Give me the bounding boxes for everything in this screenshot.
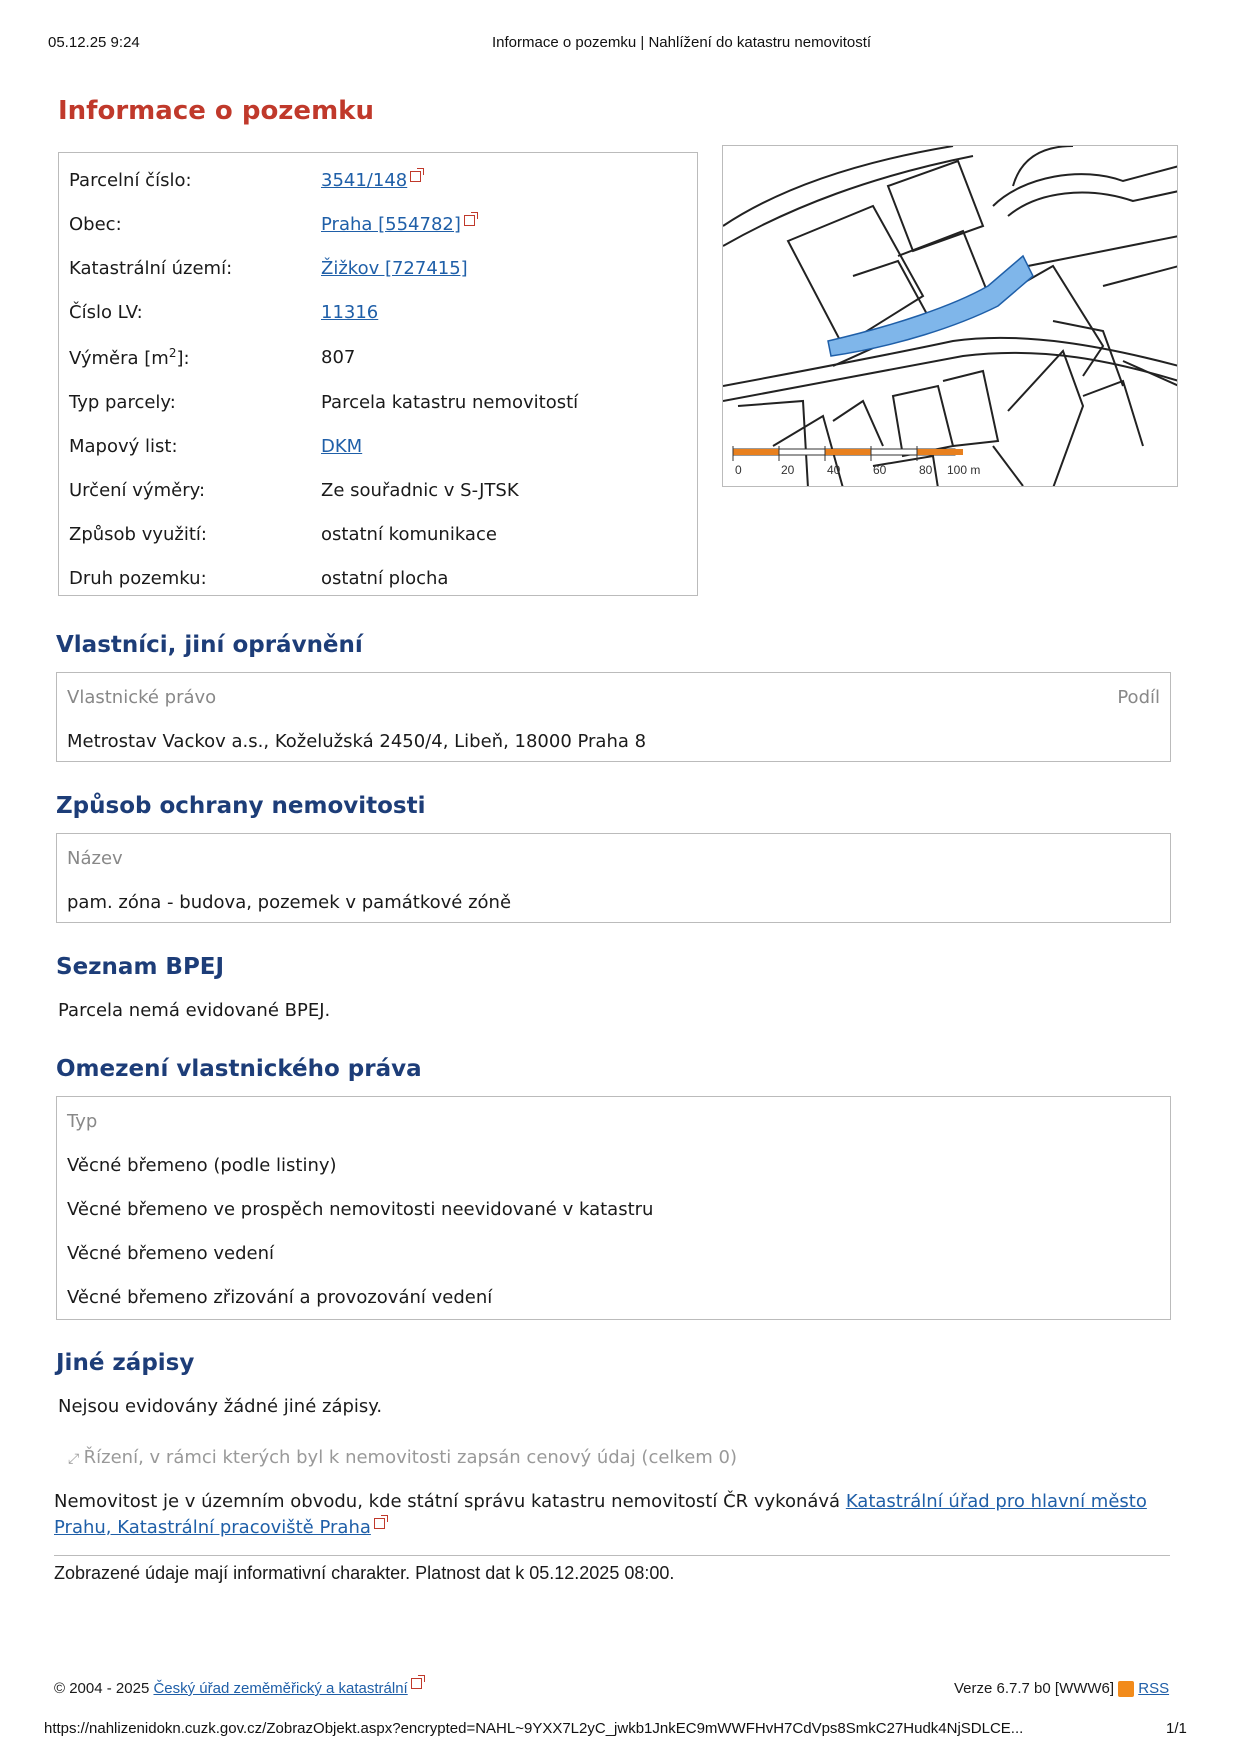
scale-label: 20 — [781, 463, 795, 477]
bpej-text: Parcela nemá evidované BPEJ. — [58, 1000, 331, 1021]
protection-heading: Způsob ochrany nemovitosti — [56, 793, 426, 819]
bpej-heading: Seznam BPEJ — [56, 954, 225, 980]
info-label: Obec: — [69, 213, 122, 235]
cadastral-map[interactable] — [722, 145, 1178, 487]
info-label: Druh pozemku: — [69, 567, 207, 589]
scale-label: 100 m — [947, 463, 981, 477]
scale-label: 40 — [827, 463, 841, 477]
version-text: Verze 6.7.7 b0 [WWW6] — [954, 1680, 1115, 1697]
info-row-usage — [69, 519, 497, 549]
print-url: https://nahlizenidokn.cuzk.gov.cz/ZobrazObjekt.aspx?encrypted=NAHL~9YXX7L2yC_jwkb1JnkEC9mWWFHvH7CdVps8SmkC27Hudk4NjSDLCE... — [44, 1720, 1024, 1737]
area-determination-value: Ze souřadnic v S-JTSK — [321, 479, 519, 501]
info-row-parcel-type — [69, 387, 578, 417]
info-row-parcel-number — [69, 165, 421, 195]
restriction-row: Věcné břemeno ve prospěch nemovitosti neevidované v katastru — [67, 1199, 654, 1220]
org-link[interactable]: Český úřad zeměměřický a katastrální — [153, 1680, 408, 1697]
restrictions-col-type: Typ — [67, 1111, 98, 1132]
scale-label: 60 — [873, 463, 887, 477]
land-type-value: ostatní plocha — [321, 567, 449, 589]
expand-icon: ⤢ — [68, 1451, 84, 1467]
info-row-lv-number — [69, 297, 378, 327]
owners-col-share: Podíl — [1117, 687, 1160, 708]
map-drawing — [723, 146, 1178, 487]
disclaimer: Zobrazené údaje mají informativní charakter. Platnost dat k 05.12.2025 08:00. — [54, 1563, 675, 1583]
info-row-cadastral-area — [69, 253, 468, 283]
info-label: Parcelní číslo: — [69, 169, 192, 191]
print-page-title: Informace o pozemku | Nahlížení do katastru nemovitostí — [492, 34, 872, 51]
restriction-row: Věcné břemeno (podle listiny) — [67, 1155, 337, 1176]
owners-table — [56, 672, 1171, 762]
municipality-link[interactable]: Praha [554782] — [321, 213, 461, 235]
info-label: Výměra $[m^2]$: — [69, 345, 190, 369]
external-link-icon — [410, 171, 421, 182]
rss-icon — [1118, 1681, 1134, 1697]
cadastral-area-link[interactable]: Žižkov [727415] — [321, 257, 468, 279]
external-link-icon — [411, 1678, 422, 1689]
parcel-type-value: Parcela katastru nemovitostí — [321, 391, 579, 413]
copyright — [54, 1680, 422, 1697]
info-label: Mapový list: — [69, 435, 178, 457]
info-row-map-sheet — [69, 431, 362, 461]
other-heading: Jiné zápisy — [56, 1350, 195, 1376]
usage-value: ostatní komunikace — [321, 523, 497, 545]
print-datetime: 05.12.25 9:24 — [48, 34, 140, 51]
parcel-info-table — [58, 152, 698, 596]
divider — [54, 1555, 1170, 1556]
rss-link[interactable]: RSS — [1138, 1680, 1170, 1697]
protection-row: pam. zóna - budova, pozemek v památkové zóně — [67, 892, 512, 913]
external-link-icon — [464, 215, 475, 226]
scale-label: 0 — [735, 463, 742, 477]
protection-table — [56, 833, 1171, 923]
scale-label: 80 — [919, 463, 933, 477]
external-link-icon — [374, 1518, 385, 1529]
parcel-number-link[interactable]: 3541/148 — [321, 169, 408, 191]
info-row-municipality — [69, 209, 475, 239]
restriction-row: Věcné břemeno vedení — [67, 1243, 274, 1264]
info-label: Typ parcely: — [69, 391, 176, 413]
area-value: 807 — [321, 346, 356, 368]
info-label: Způsob využití: — [69, 523, 207, 545]
owners-heading: Vlastníci, jiní oprávnění — [56, 632, 363, 658]
copyright-text: © 2004 - 2025 — [54, 1680, 154, 1697]
protection-col-name: Název — [67, 848, 123, 869]
info-label: Katastrální území: — [69, 257, 233, 279]
highlighted-parcel — [828, 256, 1033, 356]
info-row-area-determination — [69, 475, 519, 505]
proceedings-label: Řízení, v rámci kterých byl k nemovitosti zapsán cenový údaj (celkem 0) — [83, 1447, 738, 1468]
info-row-area — [69, 342, 355, 372]
owner-row: Metrostav Vackov a.s., Koželužská 2450/4, Libeň, 18000 Praha 8 — [67, 731, 647, 752]
proceedings-toggle[interactable] — [68, 1447, 737, 1468]
info-row-land-type — [69, 563, 448, 593]
other-text: Nejsou evidovány žádné jiné zápisy. — [58, 1396, 383, 1417]
scale-bar — [733, 446, 963, 461]
owners-col-right: Vlastnické právo — [67, 687, 217, 708]
restrictions-table — [56, 1096, 1171, 1320]
office-text: Nemovitost je v územním obvodu, kde státní správu katastru nemovitostí ČR vykonává — [54, 1491, 846, 1512]
office-link-cont[interactable]: Prahu, Katastrální pracoviště Praha — [54, 1517, 371, 1538]
office-link[interactable]: Katastrální úřad pro hlavní město — [845, 1491, 1147, 1512]
page-title: Informace o pozemku — [58, 96, 374, 126]
version-info — [954, 1680, 1169, 1697]
restrictions-heading: Omezení vlastnického práva — [56, 1056, 422, 1082]
restriction-row: Věcné břemeno zřizování a provozování vedení — [67, 1287, 493, 1308]
info-label: Číslo LV: — [69, 301, 143, 323]
info-label: Určení výměry: — [69, 479, 206, 501]
office-paragraph — [54, 1489, 1174, 1541]
map-sheet-link[interactable]: DKM — [321, 435, 363, 457]
print-page-number: 1/1 — [1166, 1720, 1187, 1737]
lv-number-link[interactable]: 11316 — [321, 301, 379, 323]
